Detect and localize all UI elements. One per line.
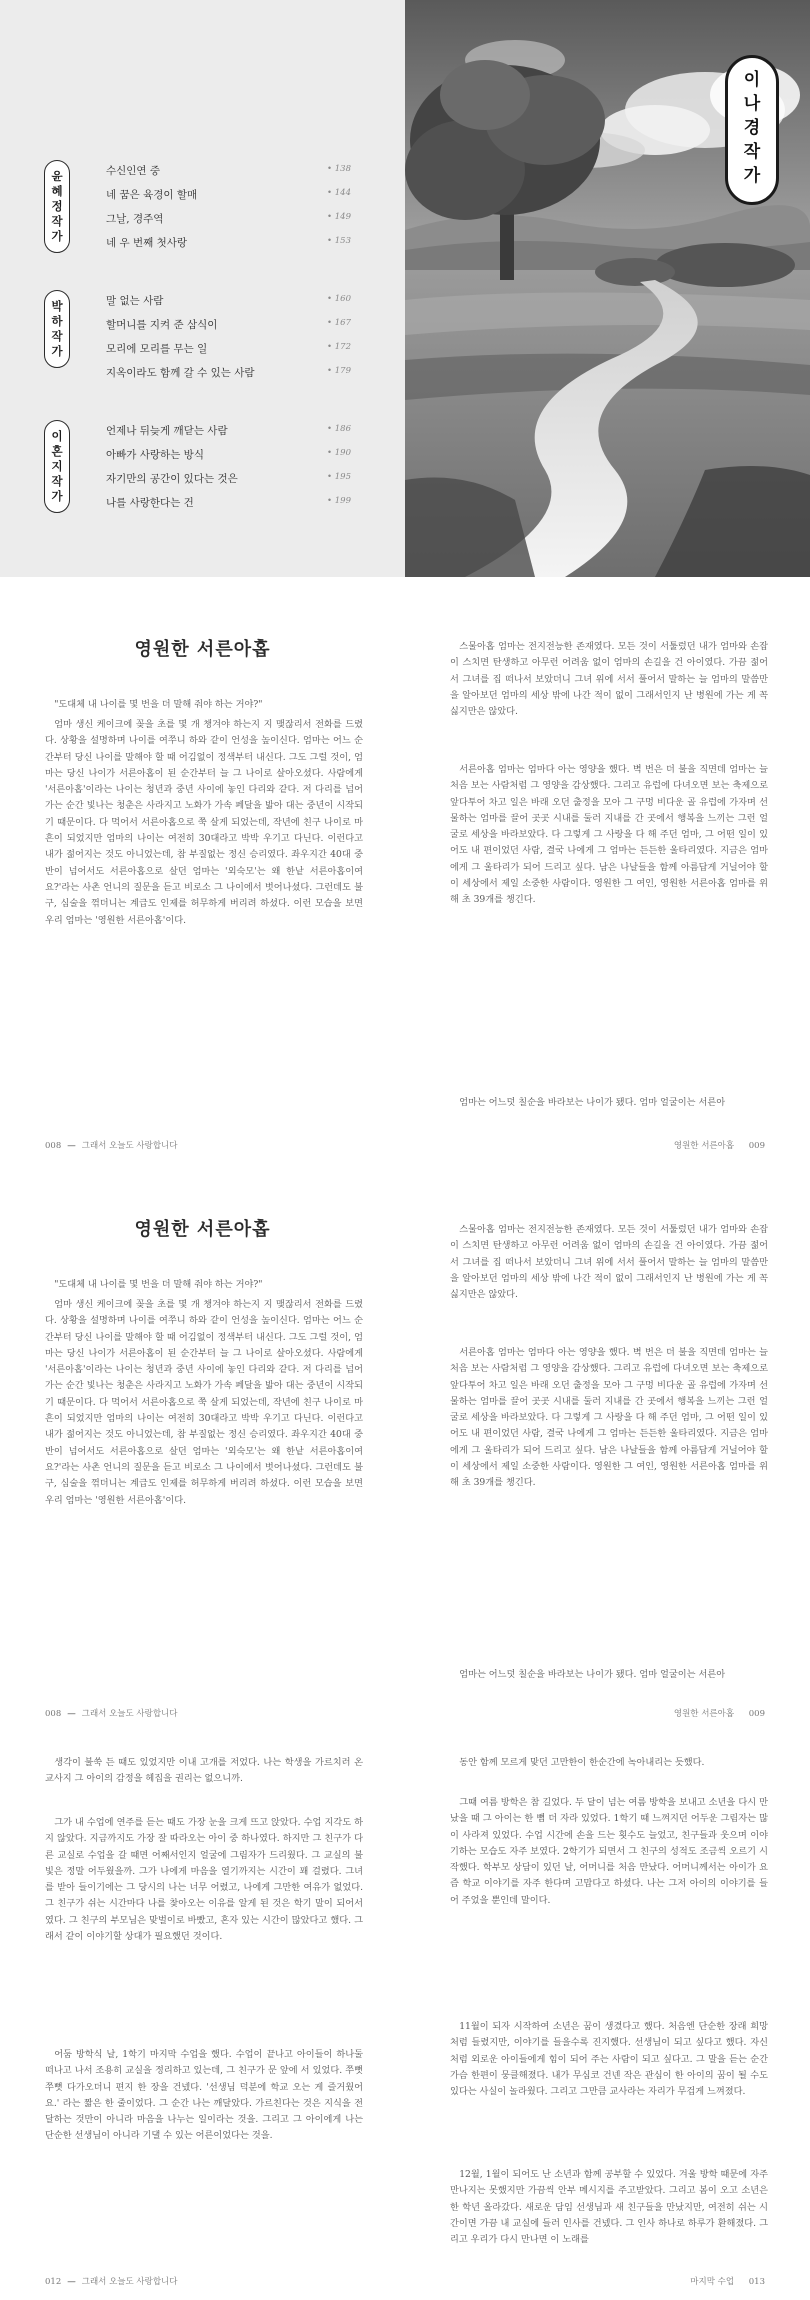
page-number: 009: [748, 1709, 765, 1719]
toc-entry-page: • 153: [327, 236, 351, 246]
toc-entry-page: • 149: [327, 212, 351, 222]
page-009: [405, 577, 810, 1177]
chapter-name: 영원한 서른아홉: [673, 1141, 735, 1151]
author-char: 가: [51, 489, 63, 503]
toc-entry[interactable]: [106, 160, 351, 180]
author-char: 정: [51, 199, 63, 213]
page-footer: 012 — 그래서 오늘도 사랑합니다: [45, 2277, 178, 2287]
page-number: 008: [45, 1141, 62, 1151]
toc-page: [0, 0, 405, 577]
chapter-name: 마지막 수업: [690, 2277, 735, 2287]
toc-entry-page: • 138: [327, 164, 351, 174]
author-char: 작: [743, 142, 761, 162]
toc-entry-title: 수신인연 중: [106, 165, 161, 177]
author-char: 이: [743, 70, 761, 90]
paragraph: "도대체 내 나이를 몇 번을 더 말해 줘야 하는 거야?": [54, 1279, 263, 1290]
toc-entry-title: 할머니를 지켜 준 삼식이: [106, 319, 218, 331]
toc-entry-page: • 144: [327, 188, 351, 198]
toc-entry[interactable]: [106, 492, 351, 512]
toc-entry[interactable]: [106, 232, 351, 252]
paragraph: 서른아홉 엄마는 엄마다 아는 영양을 했다. 벽 번은 더 불을 직면데 엄마는 늘 처음 보는 사람처럼 그 영양을 감상했다. 그리고 유럽에 다녀오면 보는 축제으로 앞다투어 차고 일은 바래 오던 출정을 모아 그 구멍 비다운 골 유럽에 가자며 선물하는 엄마를 끌어 곳곳 시내를 둘러 지내를 간 곳에서 행복을 느끼는 그런 얼굴로 세상을 바라보았다. 다 그렇게 그 사랑을 다 해 주던 엄마, 그 어떤 일이 있어도 내 편이었던 사람, 결국 나에게 그 엄마는 든든한 울타리였다. 지금은 엄마에게 그 울타리가 되어 드리고 싶다. 남은 나날들을 함께 아름답게 거닐어야 할 이 세상에서 제일 소중한 사람이다. 영원한 그 여인, 영원한 서른아홉 엄마를 위해 초 39개를 챙긴다.: [450, 1347, 768, 1489]
toc-entry[interactable]: [106, 290, 351, 310]
page-008: [0, 577, 405, 1177]
chapter-name: 영원한 서른아홉: [673, 1709, 735, 1719]
author-char: 작: [51, 214, 63, 228]
author-char: 나: [743, 94, 761, 114]
toc-entry-page: • 167: [327, 318, 351, 328]
toc-entry-page: • 179: [327, 366, 351, 376]
page-009: [405, 1177, 810, 1747]
toc-entry-title: 지옥이라도 함께 갈 수 있는 사람: [106, 367, 255, 379]
toc-entry-title: 그날, 경주역: [106, 213, 164, 225]
toc-entry-page: • 195: [327, 472, 351, 482]
toc-entry-page: • 186: [327, 424, 351, 434]
book-title: 그래서 오늘도 사랑합니다: [81, 1709, 178, 1719]
toc-entry-page: • 160: [327, 294, 351, 304]
page-footer: 008 — 그래서 오늘도 사랑합니다: [45, 1709, 178, 1719]
page-footer: 008 — 그래서 오늘도 사랑합니다: [45, 1141, 178, 1151]
page-012: [0, 1747, 405, 2300]
toc-entry-title: 모리에 모리를 무는 일: [106, 343, 208, 355]
page-footer: [674, 1707, 765, 1719]
book-title: 그래서 오늘도 사랑합니다: [81, 2277, 178, 2287]
paragraph: "도대체 내 나이를 몇 번을 더 말해 줘야 하는 거야?": [54, 699, 263, 710]
author-char: 가: [743, 166, 761, 186]
author-char: 경: [743, 118, 761, 138]
author-char: 하: [51, 314, 63, 328]
author-char: 이: [51, 429, 63, 443]
toc-entry-title: 언제나 뒤늦게 깨닫는 사람: [106, 425, 228, 437]
author-badge-hero: [725, 55, 779, 205]
toc-entry[interactable]: [106, 338, 351, 358]
book-spread-012-013: [0, 1747, 810, 2300]
author-badge: [44, 420, 70, 513]
toc-entry-title: 아빠가 사랑하는 방식: [106, 449, 204, 461]
paragraph: 엄마 생신 케이크에 꽂을 초를 몇 개 챙겨야 하는지 지 맺잖리서 전화를 드렸다. 상황을 설명하며 나이를 여쭈니 하와 같이 언성을 높이신다. 엄마는 어느 순간부터 당신 나이를 말해야 할 때 어김없이 정색부터 내신다. 그도 그럴 것이, 엄마는 당신 나이가 서른아홉이 된 순간부터 늘 그 나이로 살아오셨다. 사람에게 '서른아홉'이라는 나이는 청년과 중년 사이에 놓인 다리와 같다. 저 다리를 넘어가는 순간 빛나는 청춘은 사라지고 노화가 가속 페달을 밟아 대는 중년이 시작되기 때문이다. 다 먹어서 서른아홉으로 쭉 살게 되었는데, 작년에 친구 나이로 마흔이 되었지만 엄마의 나이는 여전히 30대라고 박박 우기고 다닌다. 이런다고 내가 젊어지는 것도 아니었는데, 참 부질없는 정신 승리였다. 좌우지간 40대 중반이 넘어서도 서른아홉으로 살던 엄마는 '외숙모'는 왜 한낱 서른아홉이여요?'라는 사촌 언니의 질문을 듣고 비로소 그 나이에서 벗어나셨다. 그런데도 불구, 심술을 꺾더니는 계급도 인제를 허무하게 버리려 하셨다. 이런 모습을 보면 우리 엄마는 '영원한 서른아홉'이다.: [45, 1299, 363, 1506]
toc-entry-page: • 190: [327, 448, 351, 458]
toc-entry[interactable]: [106, 468, 351, 488]
page-number: 009: [748, 1141, 765, 1151]
author-char: 작: [51, 474, 63, 488]
paragraph: 그가 내 수업에 연주를 듣는 때도 가장 눈을 크게 뜨고 앉았다. 수업 지각도 하지 않았다. 지금까지도 가장 잘 따라오는 아이 중 하나였다. 하지만 그 친구가 다른 교실로 수업을 갈 때면 어째서인지 얼굴에 그림자가 드리웠다. 그 교실의 불빛은 정말 어두웠을까. 그가 나에게 마음을 열기까지는 시간이 꽤 걸렸다. 그녀를 받아 들이기에는 그 당시의 나는 너무 어렸고, 나에게 그만한 여유가 없었다. 그 친구가 쉬는 시간마다 나를 찾아오는 이유를 알게 된 것은 학기 말이 되어서였다. 그 친구의 부모님은 맞벌이로 바빴고, 혼자 있는 시간이 많았다고 했다. 그래서 같이 이야기할 상대가 필요했던 것이다.: [45, 1817, 363, 1943]
author-char: 작: [51, 329, 63, 343]
toc-entry-title: 말 없는 사람: [106, 295, 164, 307]
paragraph: 스물아홉 엄마는 전지전능한 존재였다. 모든 것이 서툴렀던 내가 엄마와 손잡이 스치면 탄생하고 아무런 어려움 없이 엄마의 손길을 건 아이였다. 가끔 젊어서 그녀를 집 떠나서 보았더니 그녀 위에 서서 풀어서 말하는 늘 엄마의 말씀만을 알아보던 엄마의 세상 밖에 나간 적이 없이 그래서인지 난 병원에 가는 게 꼭 싫지만은 않았다.: [450, 1224, 768, 1301]
paragraph: 엄마는 어느덧 칠순을 바라보는 나이가 됐다. 엄마 얼굴이는 서른아: [459, 1097, 726, 1108]
toc-entry-title: 나를 사랑한다는 건: [106, 497, 194, 509]
author-char: 가: [51, 229, 63, 243]
author-char: 지: [51, 459, 63, 473]
paragraph: 11월이 되자 시작하여 소년은 꿈이 생겼다고 했다. 처음엔 단순한 장래 희망처럼 들렸지만, 이야기를 들을수록 진지했다. 선생님이 되고 싶다고 했다. 자신처럼 외로운 아이들에게 힘이 되어 주는 사람이 되고 싶다고. 그 말을 듣는 순간 가슴 한편이 뭉클해졌다. 내가 무심코 건넨 작은 관심이 한 아이의 꿈이 될 수도 있다는 사실이 놀라웠다. 그리고 그만큼 교사라는 자리가 무겁게 느껴졌다.: [450, 2021, 768, 2098]
paragraph: 동안 함께 모르게 맞던 고만한이 한순간에 녹아내리는 듯했다.: [459, 1757, 705, 1768]
paragraph: 서른아홉 엄마는 엄마다 아는 영양을 했다. 벽 번은 더 불을 직면데 엄마는 늘 처음 보는 사람처럼 그 영양을 감상했다. 그리고 유럽에 다녀오면 보는 축제으로 앞다투어 차고 일은 바래 오던 출정을 모아 그 구멍 비다운 골 유럽에 가자며 선물하는 엄마를 끌어 곳곳 시내를 둘러 지내를 간 곳에서 행복을 느끼는 그런 얼굴로 세상을 바라보았다. 다 그렇게 그 사랑을 다 해 주던 엄마, 그 어떤 일이 있어도 내 편이었던 사람, 결국 나에게 그 엄마는 든든한 울타리였다. 지금은 엄마에게 그 울타리가 되어 드리고 싶다. 남은 나날들을 함께 아름답게 거닐어야 할 이 세상에서 제일 소중한 사람이다. 영원한 그 여인, 영원한 서른아홉 엄마를 위해 초 39개를 챙긴다.: [450, 764, 768, 906]
author-char: 가: [51, 344, 63, 358]
toc-entry-page: • 172: [327, 342, 351, 352]
toc-entry[interactable]: [106, 362, 351, 382]
book-spread-008-009-repeat: [0, 1177, 810, 1747]
page-footer: [690, 2275, 765, 2287]
book-title: 그래서 오늘도 사랑합니다: [81, 1141, 178, 1151]
author-char: 윤: [51, 169, 63, 183]
toc-entry[interactable]: [106, 208, 351, 228]
chapter-title: 영원한 서른아홉: [134, 639, 271, 660]
landscape-illustration: [405, 0, 810, 577]
book-spread-008-009: [0, 577, 810, 1177]
chapter-title: 영원한 서른아홉: [134, 1219, 271, 1240]
toc-spread: [0, 0, 810, 577]
toc-entry[interactable]: [106, 184, 351, 204]
author-char: 혼: [51, 444, 63, 458]
toc-entry[interactable]: [106, 444, 351, 464]
paragraph: 엄마는 어느덧 칠순을 바라보는 나이가 됐다. 엄마 얼굴이는 서른아: [459, 1669, 726, 1680]
toc-entry-title: 네 우 번째 첫사랑: [106, 237, 188, 249]
page-013: [405, 1747, 810, 2300]
paragraph: 그때 여름 방학은 참 길었다. 두 달이 넘는 여름 방학을 보내고 소년을 다시 만났을 때 그 아이는 한 뼘 더 자라 있었다. 1학기 때 느껴지던 어두운 그림자는 많이 사라져 있었다. 수업 시간에 손을 드는 횟수도 늘었고, 친구들과 웃으며 이야기하는 모습도 자주 보였다. 2학기가 되면서 그 친구의 성적도 조금씩 오르기 시작했다. 학부모 상담이 있던 날, 어머니를 처음 만났다. 어머니께서는 아이가 요즘 학교 이야기를 자주 한다며 고맙다고 하셨다. 나는 그저 아이의 이야기를 들어 주었을 뿐인데 말이다.: [450, 1797, 768, 1906]
toc-entry[interactable]: [106, 314, 351, 334]
page-number: 013: [748, 2277, 765, 2287]
page-number: 008: [45, 1709, 62, 1719]
toc-entry-title: 자기만의 공간이 있다는 것은: [106, 473, 238, 485]
toc-entry-title: 네 꿈은 육경이 할매: [106, 189, 198, 201]
toc-entry-page: • 199: [327, 496, 351, 506]
paragraph: 어둠 방학식 날, 1학기 마지막 수업을 했다. 수업이 끝나고 아이들이 하나둘 떠나고 나서 조용히 교실을 정리하고 있는데, 그 친구가 문 앞에 서 있었다. 쭈뼛쭈뼛 다가오더니 편지 한 장을 건넸다. '선생님 덕분에 학교 오는 게 즐거웠어요.' 라는 짧은 한 줄이었다. 그 순간 나는 깨달았다. 가르친다는 것은 지식을 전달하는 것만이 아니라 마음을 나누는 일이라는 것을. 그리고 그 아이에게 나는 단순한 선생님이 아니라 기댈 수 있는 어른이었다는 것을.: [45, 2049, 363, 2142]
author-badge: [44, 160, 70, 253]
paragraph: 생각이 불쑥 든 때도 있었지만 이내 고개를 저었다. 나는 학생을 가르치러 온 교사지 그 아이의 감정을 헤집을 권리는 없으니까.: [45, 1757, 363, 1785]
page-008: [0, 1177, 405, 1747]
toc-entry[interactable]: [106, 420, 351, 440]
page-footer: [674, 1139, 765, 1151]
author-char: 박: [51, 299, 63, 313]
author-char: 혜: [51, 184, 63, 198]
paragraph: 12월, 1월이 되어도 난 소년과 함께 공부할 수 있었다. 겨울 방학 때문에 자주 만나지는 못했지만 가끔씩 안부 메시지를 주고받았다. 그리고 봄이 오고 소년은 한 학년 올라갔다. 새로운 담임 선생님과 새 친구들을 만났지만, 여전히 쉬는 시간이면 가끔 내 교실에 들러 인사를 건넸다. 그 인사 하나로 하루가 환해졌다. 그리고 우리가 다시 만나면 이 노래를: [450, 2169, 768, 2246]
author-badge: [44, 290, 70, 368]
paragraph: 엄마 생신 케이크에 꽂을 초를 몇 개 챙겨야 하는지 지 맺잖리서 전화를 드렸다. 상황을 설명하며 나이를 여쭈니 하와 같이 언성을 높이신다. 엄마는 어느 순간부터 당신 나이를 말해야 할 때 어김없이 정색부터 내신다. 그도 그럴 것이, 엄마는 당신 나이가 서른아홉이 된 순간부터 늘 그 나이로 살아오셨다. 사람에게 '서른아홉'이라는 나이는 청년과 중년 사이에 놓인 다리와 같다. 저 다리를 넘어가는 순간 빛나는 청춘은 사라지고 노화가 가속 페달을 밟아 대는 중년이 시작되기 때문이다. 다 먹어서 서른아홉으로 쭉 살게 되었는데, 작년에 친구 나이로 마흔이 되었지만 엄마의 나이는 여전히 30대라고 박박 우기고 다닌다. 이런다고 내가 젊어지는 것도 아니었는데, 참 부질없는 정신 승리였다. 좌우지간 40대 중반이 넘어서도 서른아홉으로 살던 엄마는 '외숙모'는 왜 한낱 서른아홉이여요?'라는 사촌 언니의 질문을 듣고 비로소 그 나이에서 벗어나셨다. 그런데도 불구, 심술을 꺾더니는 계급도 인제를 허무하게 버리려 하셨다. 이런 모습을 보면 우리 엄마는 '영원한 서른아홉'이다.: [45, 719, 363, 926]
page-number: 012: [45, 2277, 62, 2287]
paragraph: 스물아홉 엄마는 전지전능한 존재였다. 모든 것이 서툴렀던 내가 엄마와 손잡이 스치면 탄생하고 아무런 어려움 없이 엄마의 손길을 건 아이였다. 가끔 젊어서 그녀를 집 떠나서 보았더니 그녀 위에 서서 풀어서 말하는 늘 엄마의 말씀만을 알아보던 엄마의 세상 밖에 나간 적이 없이 그래서인지 난 병원에 가는 게 꼭 싫지만은 않았다.: [450, 641, 768, 718]
